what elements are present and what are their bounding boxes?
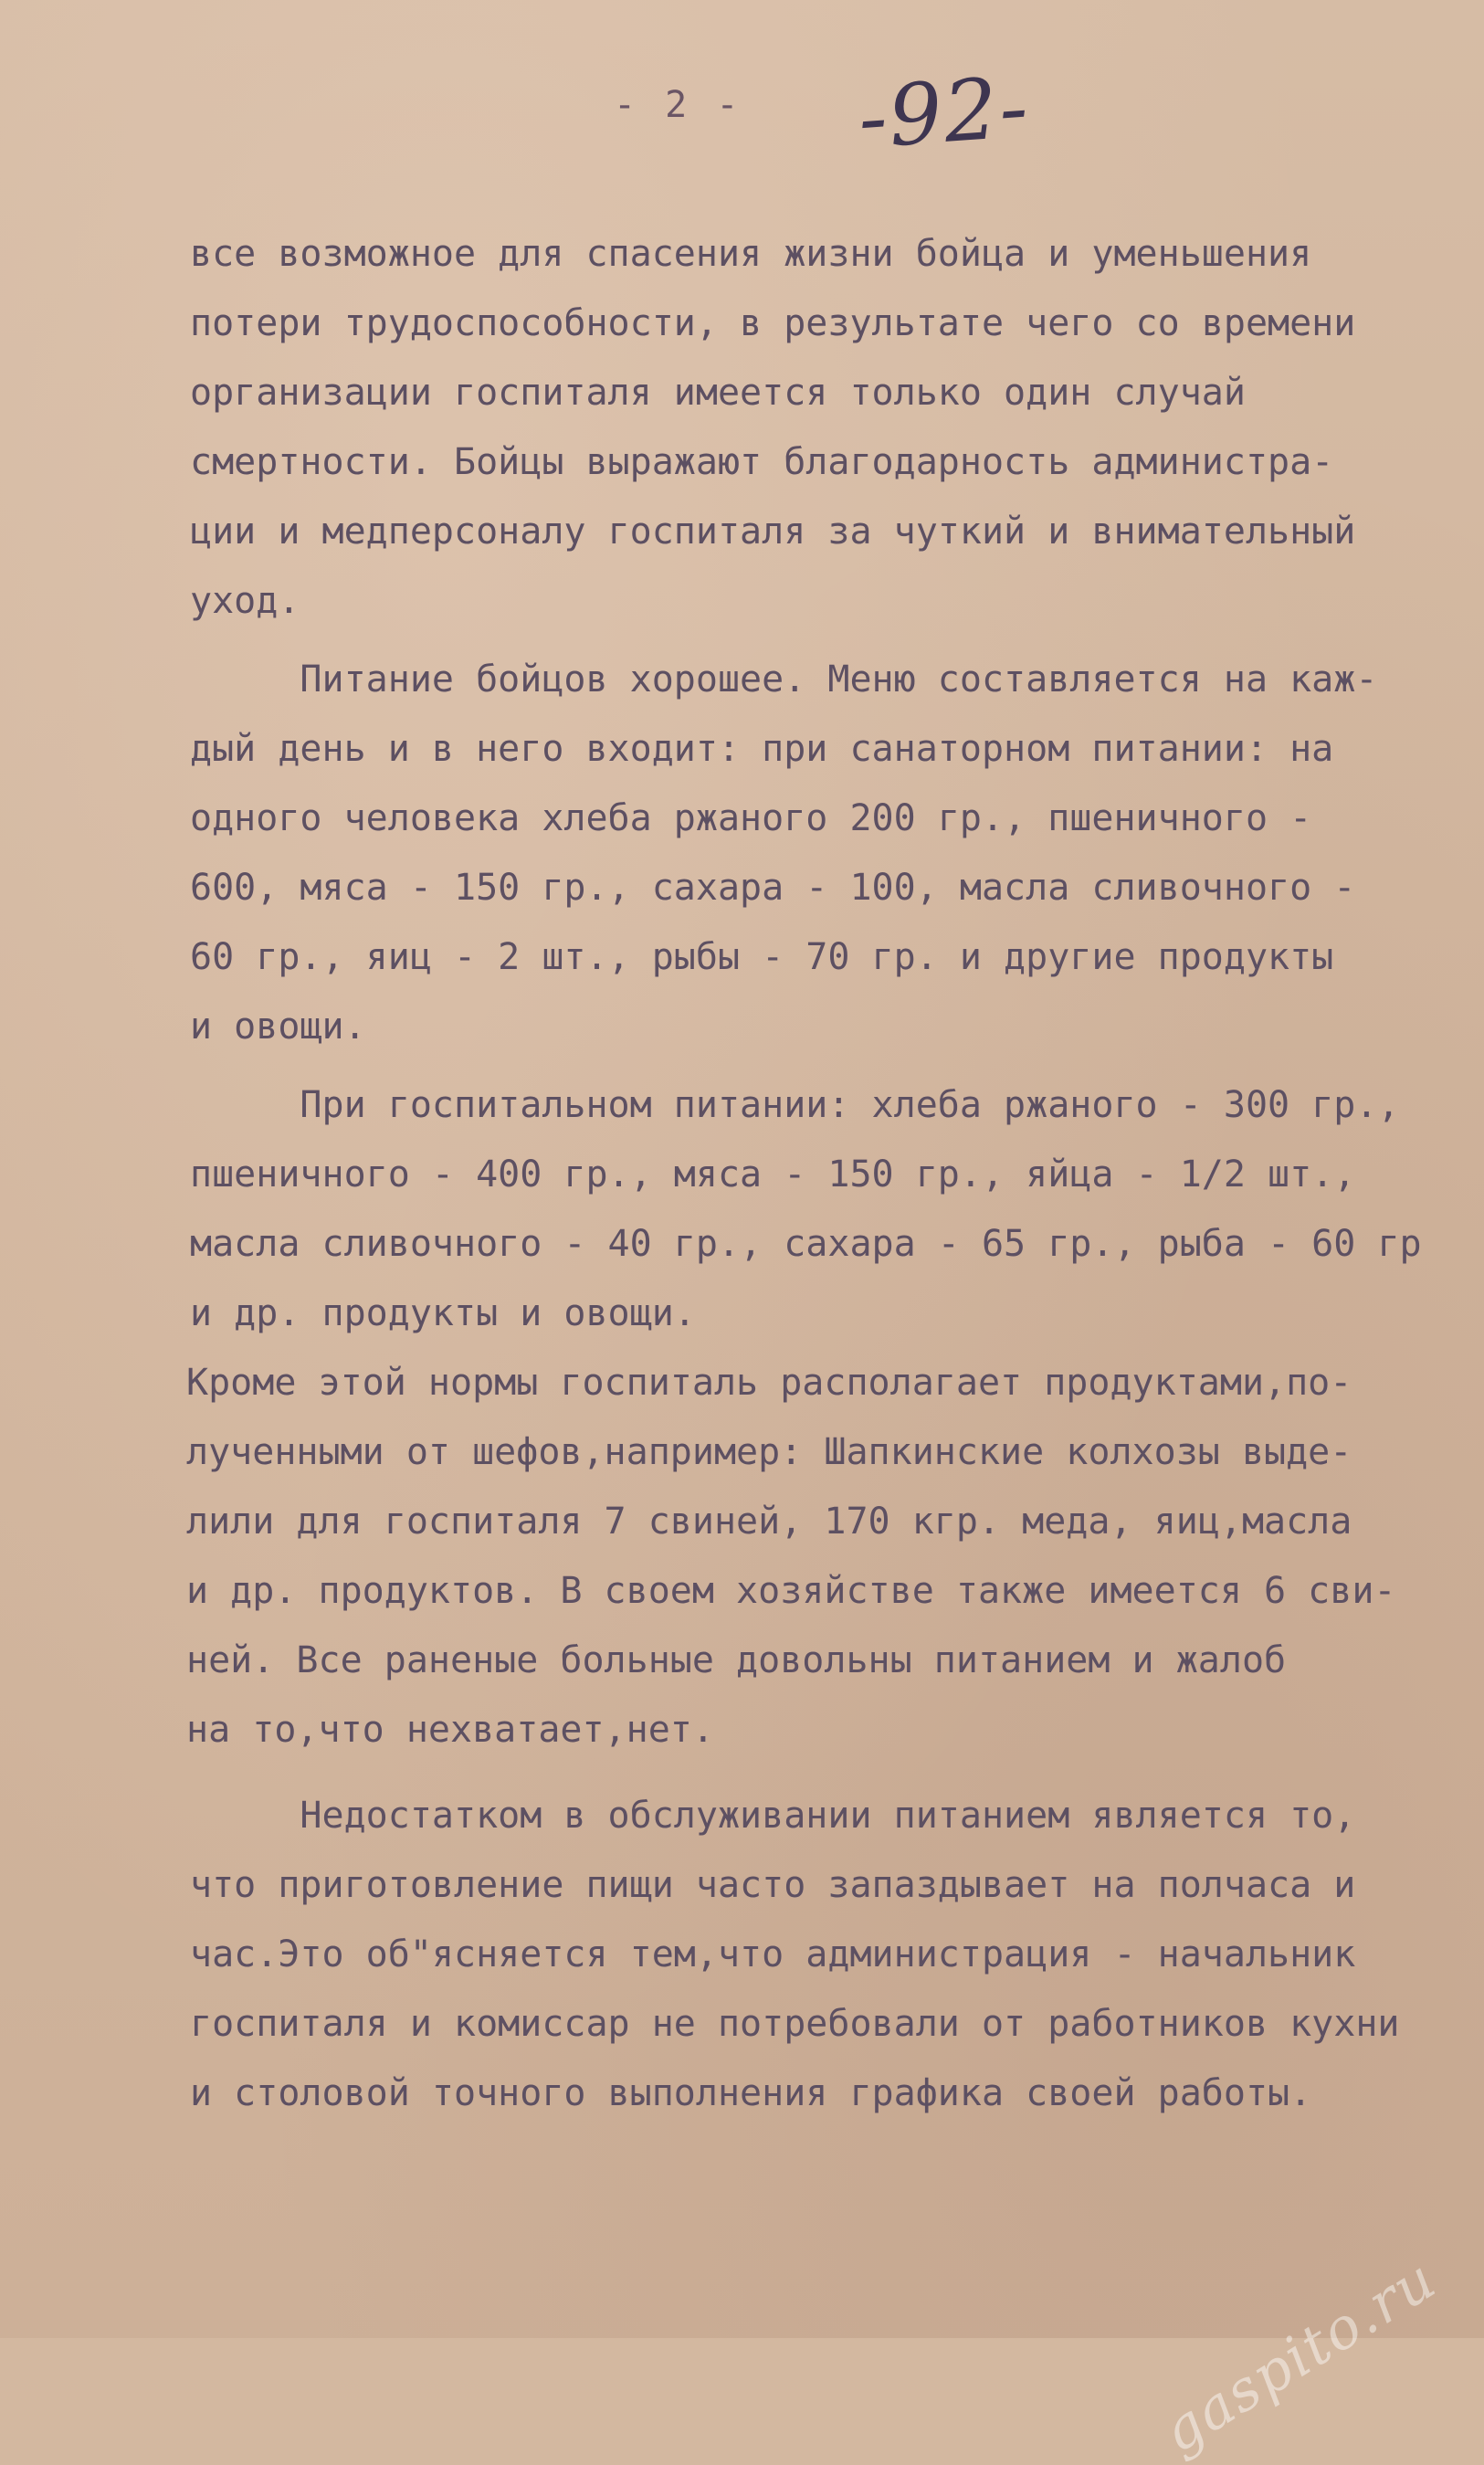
text-line: все возможное для спасения жизни бойца и уменьшения xyxy=(190,233,1312,275)
paragraph-4 xyxy=(186,1348,1468,1764)
text-line: и столовой точного выполнения графика своей работы. xyxy=(190,2072,1312,2114)
text-line: 600, мяса - 150 гр., сахара - 100, масла сливочного - xyxy=(190,867,1356,909)
text-line: организации госпиталя имеется только один случай xyxy=(190,372,1246,414)
text-line: что приготовление пищи часто запаздывает на полчаса и xyxy=(190,1864,1356,1906)
text-line: и овощи. xyxy=(190,1006,366,1048)
text-line: дый день и в него входит: при санаторном питании: на xyxy=(190,728,1334,770)
paragraph-3 xyxy=(190,1070,1468,1348)
document-body xyxy=(186,219,1468,2128)
paragraph-5 xyxy=(190,1781,1468,2128)
page-header xyxy=(0,58,1484,183)
archive-page-number: -92- xyxy=(855,58,1033,168)
site-watermark: gaspito.ru xyxy=(1150,2245,1447,2465)
paragraph-1 xyxy=(190,219,1468,636)
text-line: смертности. Бойцы выражают благодарность администра- xyxy=(190,441,1334,483)
text-line: Питание бойцов хорошее. Меню составляется на каж- xyxy=(190,658,1378,701)
text-line: лученными от шефов,например: Шапкинские колхозы выде- xyxy=(186,1431,1352,1473)
paragraph-2 xyxy=(190,645,1468,1061)
text-line: 60 гр., яиц - 2 шт., рыбы - 70 гр. и другие продукты xyxy=(190,936,1334,978)
text-line: час.Это об"ясняется тем,что администрация - начальник xyxy=(190,1933,1356,1975)
text-line: потери трудоспособности, в результате чего со времени xyxy=(190,302,1356,344)
text-line: и др. продукты и овощи. xyxy=(190,1292,696,1334)
text-line: пшеничного - 400 гр., мяса - 150 гр., яйца - 1/2 шт., xyxy=(190,1153,1356,1196)
text-line: Недостатком в обслуживании питанием является то, xyxy=(190,1795,1356,1837)
text-line: ней. Все раненые больные довольны питанием и жалоб xyxy=(186,1639,1287,1681)
text-line: госпиталя и комиссар не потребовали от работников кухни xyxy=(190,2003,1400,2045)
text-line: масла сливочного - 40 гр., сахара - 65 гр., рыба - 60 гр xyxy=(190,1223,1422,1265)
text-line: ции и медперсоналу госпиталя за чуткий и внимательный xyxy=(190,511,1356,553)
text-line: уход. xyxy=(190,580,300,622)
text-line: лили для госпиталя 7 свиней, 170 кгр. меда, яиц,масла xyxy=(186,1501,1352,1543)
text-line: При госпитальном питании: хлеба ржаного - 300 гр., xyxy=(190,1084,1400,1126)
page-number: - 2 - xyxy=(614,84,742,126)
text-line: Кроме этой нормы госпиталь располагает продуктами,по- xyxy=(186,1362,1352,1404)
text-line: на то,что нехватает,нет. xyxy=(186,1709,714,1751)
text-line: одного человека хлеба ржаного 200 гр., пшеничного - xyxy=(190,797,1312,839)
text-line: и др. продуктов. В своем хозяйстве также имеется 6 сви- xyxy=(186,1570,1396,1612)
